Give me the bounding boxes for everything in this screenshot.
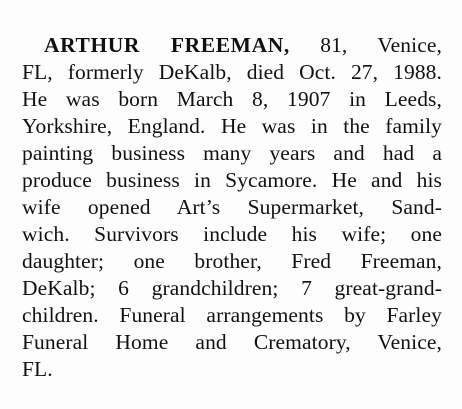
- obituary-line-1: [22, 32, 442, 59]
- obituary-line-7: wife opened Art’s Supermarket, Sand-: [22, 195, 442, 219]
- obituary-line-10: DeKalb; 6 grandchildren; 7 great-grand-: [22, 276, 442, 300]
- obituary-line-1-rest: 81, Venice,: [289, 33, 442, 57]
- obituary-line-12: Funeral Home and Crematory, Venice,: [22, 330, 442, 354]
- obituary-line-9: daughter; one brother, Fred Freeman,: [22, 249, 442, 273]
- obituary-line-13: FL.: [22, 357, 53, 381]
- obituary-line-2: FL, formerly DeKalb, died Oct. 27, 1988.: [22, 60, 442, 84]
- obituary-line-4: Yorkshire, England. He was in the family: [22, 114, 442, 138]
- obituary-line-8: wich. Survivors include his wife; one: [22, 222, 442, 246]
- obituary-line-6: produce business in Sycamore. He and his: [22, 168, 442, 192]
- obituary-line-3: He was born March 8, 1907 in Leeds,: [22, 87, 442, 111]
- obituary-text: [22, 32, 442, 383]
- obituary-line-11: children. Funeral arrangements by Farley: [22, 303, 442, 327]
- obituary-line-5: painting business many years and had a: [22, 141, 442, 165]
- deceased-name: ARTHUR FREEMAN,: [44, 33, 290, 57]
